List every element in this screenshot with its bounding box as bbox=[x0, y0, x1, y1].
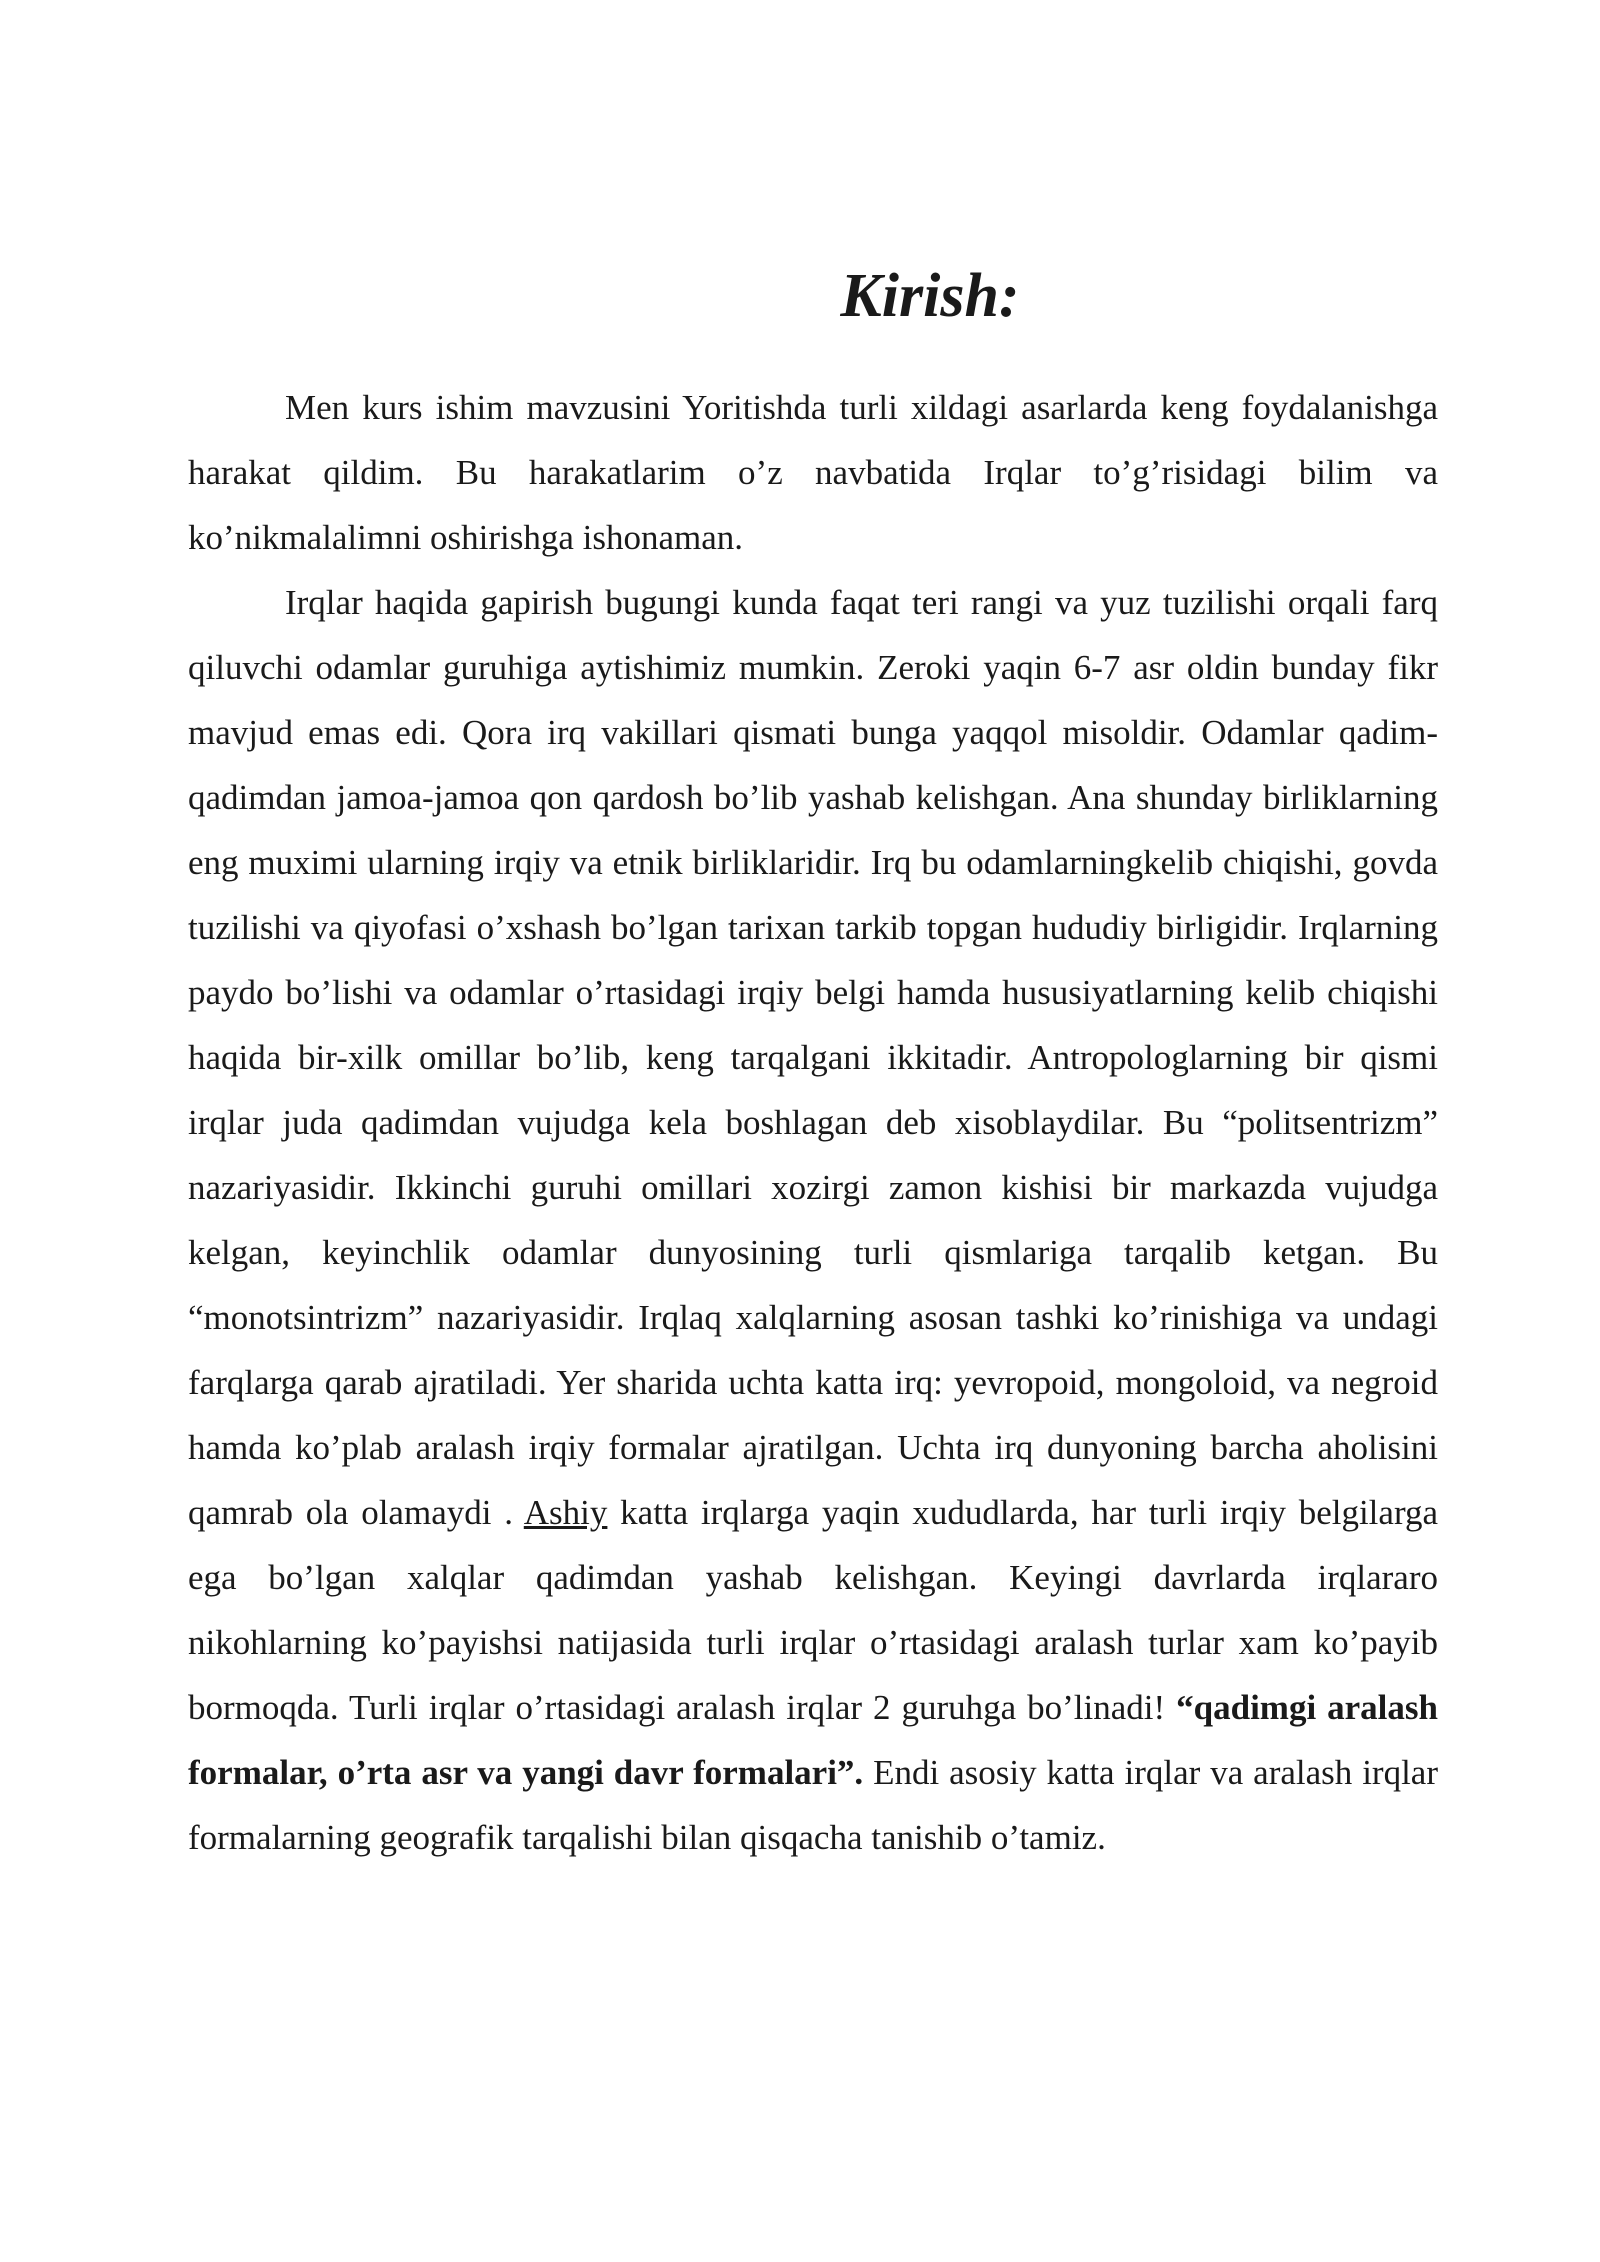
page-title: Kirish: bbox=[840, 262, 1020, 330]
paragraph-main-text-3: Endi asosiy katta irqlar va aralash irqlar formalarning geografik tarqalishi bilan qisqacha tanishib o’tamiz. bbox=[188, 1753, 1438, 1857]
paragraph-main-text-1: Irqlar haqida gapirish bugungi kunda faqat teri rangi va yuz tuzilishi orqali farq qiluvchi odamlar guruhiga aytishimiz mumkin. Zeroki yaqin 6-7 asr oldin bunday fikr mavjud emas edi. Qora irq vakillari qismati bunga yaqqol misoldir. Odamlar qadim-qadimdan jamoa-jamoa qon qardosh bo’lib yashab kelishgan. Ana shunday birliklarning eng muximi ularning irqiy va etnik birliklaridir. Irq bu odamlarningkelib chiqishi, govda tuzilishi va qiyofasi o’xshash bo’lgan tarixan tarkib topgan hududiy birligidir. Irqlarning paydo bo’lishi va odamlar o’rtasidagi irqiy belgi hamda hususiyatlarning kelib chiqishi haqida bir-xilk omillar bo’lib, keng tarqalgani ikkitadir. Antropologlarning bir qismi irqlar juda qadimdan vujudga kela boshlagan deb xisoblaydilar. Bu “politsentrizm” nazariyasidir. Ikkinchi guruhi omillari xozirgi zamon kishisi bir markazda vujudga kelgan, keyinchlik odamlar dunyosining turli qismlariga tarqalib ketgan. Bu “monotsintrizm” nazariyasidir. Irqlaq xalqlarning asosan tashki ko’rinishiga va undagi farqlarga qarab ajratiladi. Yer sharida uchta katta irq: yevropoid, mongoloid, va negroid hamda ko’plab aralash irqiy formalar ajratilgan. Uchta irq dunyoning barcha aholisini qamrab ola olamaydi . bbox=[188, 583, 1438, 1532]
paragraph-intro: Men kurs ishim mavzusini Yoritishda turli xildagi asarlarda keng foydalanishga harakat qildim. Bu harakatlarim o’z navbatida Irqlar to’g’risidagi bilim va ko’nikmalalimni oshirishga ishonaman. bbox=[188, 388, 1438, 557]
paragraph-main-text-2: katta irqlarga yaqin xududlarda, har turli irqiy belgilarga ega bo’lgan xalqlar qadimdan yashab kelishgan. Keyingi davrlarda irqlararo nikohlarning ko’payishsi natijasida turli irqlar o’rtasidagi aralash turlar xam ko’payib bormoqda. Turli irqlar o’rtasidagi aralash irqlar 2 guruhga bo’linadi! bbox=[188, 1493, 1438, 1727]
paragraph-main bbox=[188, 570, 1438, 1870]
document-body bbox=[188, 375, 1438, 1870]
bold-quote: “qadimgi aralash formalar, o’rta asr va yangi davr formalari”. bbox=[188, 1688, 1438, 1792]
underlined-word: Ashiy bbox=[523, 1493, 608, 1532]
